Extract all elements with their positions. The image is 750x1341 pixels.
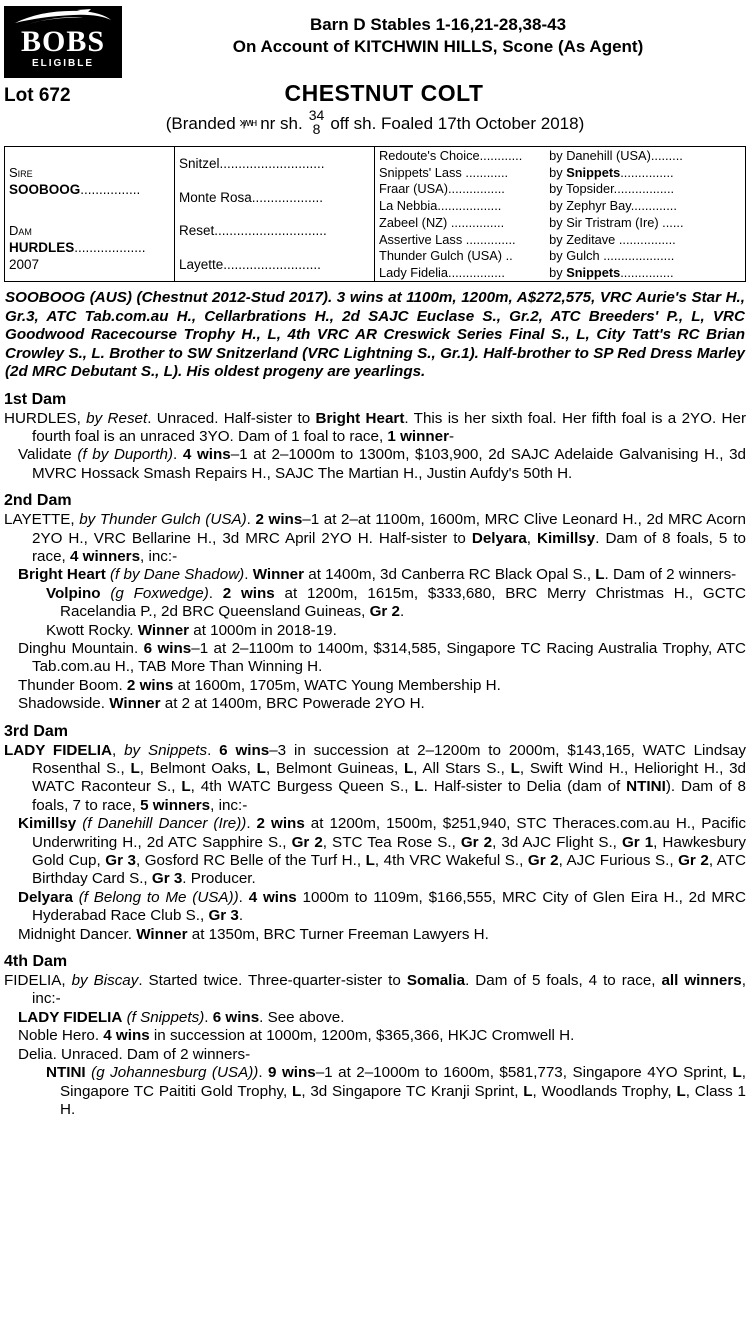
sire-summary: SOOBOOG (AUS) (Chestnut 2012-Stud 2017). 3 wins at 1100m, 1200m, A$272,575, VRC Aurie's Star H., Gr.3, ATC Tab.com.au H., Cellarbrations H., 2d SAJC Euclase S., Gr.2, ATC Breeders' P., L, VRC Goodwood Racecourse Trophy H., L, 4th VRC AR Creswick Series Final S., L, City Tatt's RC Brian Crowley S., L. Brother to SW Snitzerland (VRC Lightning S., Gr.1). Half-brother to SP Red Dress Marley (2d MRC Debutant S., L). His oldest progeny are yearlings. (5, 289, 745, 380)
pedigree-gen3-cell (375, 164, 745, 181)
pedigree-entry: Kwott Rocky. Winner at 1000m in 2018-19. (46, 621, 337, 639)
bobs-logo (4, 6, 122, 78)
gen3-dots: ............ (461, 164, 509, 180)
sire-dots: ................ (80, 181, 141, 197)
gen3-dots: ................ (447, 181, 505, 197)
gen3-name: Lady Fidelia (379, 265, 449, 281)
gen3-sire-dots: ............... (620, 164, 674, 180)
pedigree-entry: LADY FIDELIA, by Snippets. 6 wins–3 in succession at 2–1200m to 2000m, $143,165, WATC Lindsay Rosenthal S., L, Belmont Oaks, L, Belmont Guineas, L, All Stars S., L, Swift Wind H., Helioright H., 3d WATC Raconteur S., L, 4th WATC Burgess Queen S., L. Half-sister to Delia (dam of NTINI). Dam of 8 foals, 7 to race, 5 winners, inc:- (4, 741, 746, 814)
gen3-dots: ............ (479, 147, 523, 163)
lot-number: Lot 672 (4, 85, 71, 106)
gen3-sire-bold: Snippets (566, 164, 621, 180)
gen3-sire-dots: ................ (615, 231, 676, 247)
pedigree-gen2-cell (175, 214, 374, 248)
pedigree-gen3-cell (375, 264, 745, 281)
pedigree-entry: LAYETTE, by Thunder Gulch (USA). 2 wins–1 at 2–at 1100m, 1600m, MRC Clive Leonard H., 2d MRC Acorn 2YO H., VRC Bellarine H., 3d MRC April 2YO H. Half-sister to Delyara, Kimillsy. Dam of 8 foals, 5 to race, 4 winners, inc:- (4, 511, 746, 565)
gen2-name: Reset (179, 223, 215, 239)
pedigree-entry: Midnight Dancer. Winner at 1350m, BRC Turner Freeman Lawyers H. (18, 925, 489, 943)
logo-wordmark: BOBS (20, 25, 106, 58)
gen3-sire-dots: ................. (613, 181, 675, 197)
brand-numerator: 34 (308, 107, 325, 123)
gen2-dots: ............................ (219, 156, 325, 172)
horse-swoosh-icon (11, 8, 115, 28)
gen3-dots: .............. (462, 231, 516, 247)
dam-heading: 4th Dam (4, 953, 68, 971)
gen3-sire: by Zeditave (549, 231, 616, 247)
gen3-sire: by (549, 265, 567, 281)
page-header (4, 6, 746, 78)
gen3-dots: .. (502, 248, 513, 264)
pedigree-gen2-cell (175, 181, 374, 215)
gen3-name: Redoute's Choice (379, 147, 480, 163)
barn-info: Barn D Stables 1-16,21-28,38-43 (309, 15, 567, 34)
account-info: On Account of KITCHWIN HILLS, Scone (As Agent) (232, 37, 644, 56)
pedigree-entry: Kimillsy (f Danehill Dancer (Ire)). 2 wins at 1200m, 1500m, $251,940, STC Theraces.com.au H., Pacific Underwriting H., 2d ATC Sapphire S., Gr 2, STC Tea Rose S., Gr 2, 3d AJC Flight S., Gr 1, Hawkesbury Gold Cup, Gr 3, Gosford RC Belle of the Turf H., L, 4th VRC Wakeful S., Gr 2, AJC Furious S., Gr 2, ATC Birthday Card S., Gr 3. Producer. (18, 815, 746, 888)
gen3-name: Fraar (USA) (379, 181, 448, 197)
branding-line (4, 107, 746, 138)
header-text (130, 6, 746, 58)
gen3-sire-dots: ............. (630, 198, 677, 214)
dam-year: 2007 (9, 257, 40, 272)
dam-heading: 2nd Dam (4, 492, 72, 510)
pedigree-gen3-cell (375, 248, 745, 265)
gen3-sire: by Danehill (USA) (549, 147, 651, 163)
gen3-sire-dots: ......... (650, 147, 683, 163)
branded-suffix: off sh. Foaled 17th October 2018) (330, 114, 585, 133)
pedigree-gen2-cell (175, 147, 374, 181)
pedigree-col-grandparents (175, 147, 375, 281)
pedigree-entry: Validate (f by Duporth). 4 wins–1 at 2–1000m to 1300m, $103,900, 2d SAJC Adelaide Galvanising H., 3d MVRC Hossack Smash Repairs H., SAJC The Martian H., Justin Aufdy's 50th H. (18, 446, 746, 482)
pedigree-gen3-cell (375, 197, 745, 214)
pedigree-entry: Delyara (f Belong to Me (USA)). 4 wins 1000m to 1109m, $166,555, MRC City of Glen Eira H., 2d MRC Hyderabad Race Club S., Gr 3. (18, 888, 746, 925)
gen2-name: Monte Rosa (179, 189, 252, 205)
branded-mid: nr sh. (260, 114, 303, 133)
pedigree-gen3-cell (375, 214, 745, 231)
gen3-name: Zabeel (NZ) (379, 214, 448, 230)
dam-cell (5, 214, 174, 281)
logo-subtext: ELIGIBLE (31, 58, 95, 69)
gen3-name: Snippets' Lass (379, 164, 462, 180)
gen2-dots: .......................... (223, 256, 321, 272)
pedigree-col-greatgrandparents (375, 147, 745, 281)
pedigree-entry: FIDELIA, by Biscay. Started twice. Three-quarter-sister to Somalia. Dam of 5 foals, 4 to race, all winners, inc:- (4, 972, 746, 1008)
gen3-sire: by Sir Tristram (Ire) (549, 214, 659, 230)
gen3-dots: ............... (447, 214, 505, 230)
sire-label: Sire (9, 164, 33, 180)
gen3-sire-dots: ............... (620, 265, 674, 281)
brand-denominator: 8 (312, 121, 321, 137)
gen3-name: Assertive Lass (379, 231, 463, 247)
pedigree-entry: Delia. Unraced. Dam of 2 winners- (18, 1045, 251, 1063)
gen3-sire: by (549, 164, 567, 180)
branded-prefix: (Branded (165, 114, 236, 133)
gen2-dots: ................... (251, 189, 324, 205)
pedigree-entry: Thunder Boom. 2 wins at 1600m, 1705m, WATC Young Membership H. (18, 676, 501, 694)
dam-heading: 1st Dam (4, 390, 67, 408)
gen3-sire-bold: Snippets (566, 265, 621, 281)
dam-dots: ................... (74, 240, 146, 255)
gen3-name: Thunder Gulch (USA) (379, 248, 503, 264)
dam-name: HURDLES (9, 240, 75, 255)
dam-heading: 3rd Dam (4, 722, 69, 740)
gen3-sire: by Zephyr Bay (549, 198, 631, 214)
pedigree-entry: Bright Heart (f by Dane Shadow). Winner at 1400m, 3d Canberra RC Black Opal S., L. Dam of 2 winners- (18, 566, 737, 584)
gen2-name: Snitzel (179, 156, 220, 172)
gen3-name: La Nebbia (379, 198, 438, 214)
pedigree-entry: Volpino (g Foxwedge). 2 wins at 1200m, 1615m, $333,680, BRC Merry Christmas H., GCTC Racelandia P., 2d BRC Queensland Guineas, Gr 2. (46, 584, 746, 621)
dam-label: Dam (9, 223, 32, 238)
dam-sections (4, 391, 746, 1120)
gen3-sire-dots: .................... (599, 248, 675, 264)
pedigree-gen2-cell (175, 248, 374, 282)
pedigree-col-parents (5, 147, 175, 281)
gen3-sire: by Topsider (549, 181, 614, 197)
sire-cell (5, 147, 174, 214)
pedigree-entry: Dinghu Mountain. 6 wins–1 at 2–1100m to 1400m, $314,585, Singapore TC Racing Australia Trophy, ATC Tab.com.au H., TAB More Than Winning H. (18, 639, 746, 676)
pedigree-entry: NTINI (g Johannesburg (USA)). 9 wins–1 at 2–1000m to 1600m, $581,773, Singapore 4YO Sprint, L, Singapore TC Paititi Gold Trophy, L, 3d Singapore TC Kranji Sprint, L, Woodlands Trophy, L, Class 1 H. (46, 1064, 746, 1118)
pedigree-entry: HURDLES, by Reset. Unraced. Half-sister to Bright Heart. This is her sixth foal. Her fifth foal is a 2YO. Her fourth foal is an unraced 3YO. Dam of 1 foal to race, 1 winner- (4, 409, 746, 445)
page-title: CHESTNUT COLT (284, 80, 484, 106)
pedigree-table (4, 146, 746, 282)
gen3-sire: by Gulch (549, 248, 600, 264)
sire-name: SOOBOOG (9, 181, 81, 197)
brand-fraction (309, 108, 325, 136)
pedigree-entry: LADY FIDELIA (f Snippets). 6 wins. See above. (18, 1008, 345, 1026)
pedigree-gen3-cell (375, 231, 745, 248)
gen2-name: Layette (179, 256, 224, 272)
brand-mark-icon: ʞʍʜ (239, 117, 257, 129)
gen3-dots: ................ (448, 265, 505, 281)
gen2-dots: .............................. (214, 223, 327, 239)
gen3-sire-dots: ...... (658, 214, 684, 230)
lot-line (4, 80, 746, 107)
pedigree-gen3-cell (375, 147, 745, 164)
pedigree-entry: Noble Hero. 4 wins in succession at 1000m, 1200m, $365,366, HKJC Cromwell H. (18, 1027, 575, 1045)
pedigree-gen3-cell (375, 181, 745, 198)
pedigree-entry: Shadowside. Winner at 2 at 1400m, BRC Powerade 2YO H. (18, 695, 425, 713)
gen3-dots: .................. (437, 198, 502, 214)
